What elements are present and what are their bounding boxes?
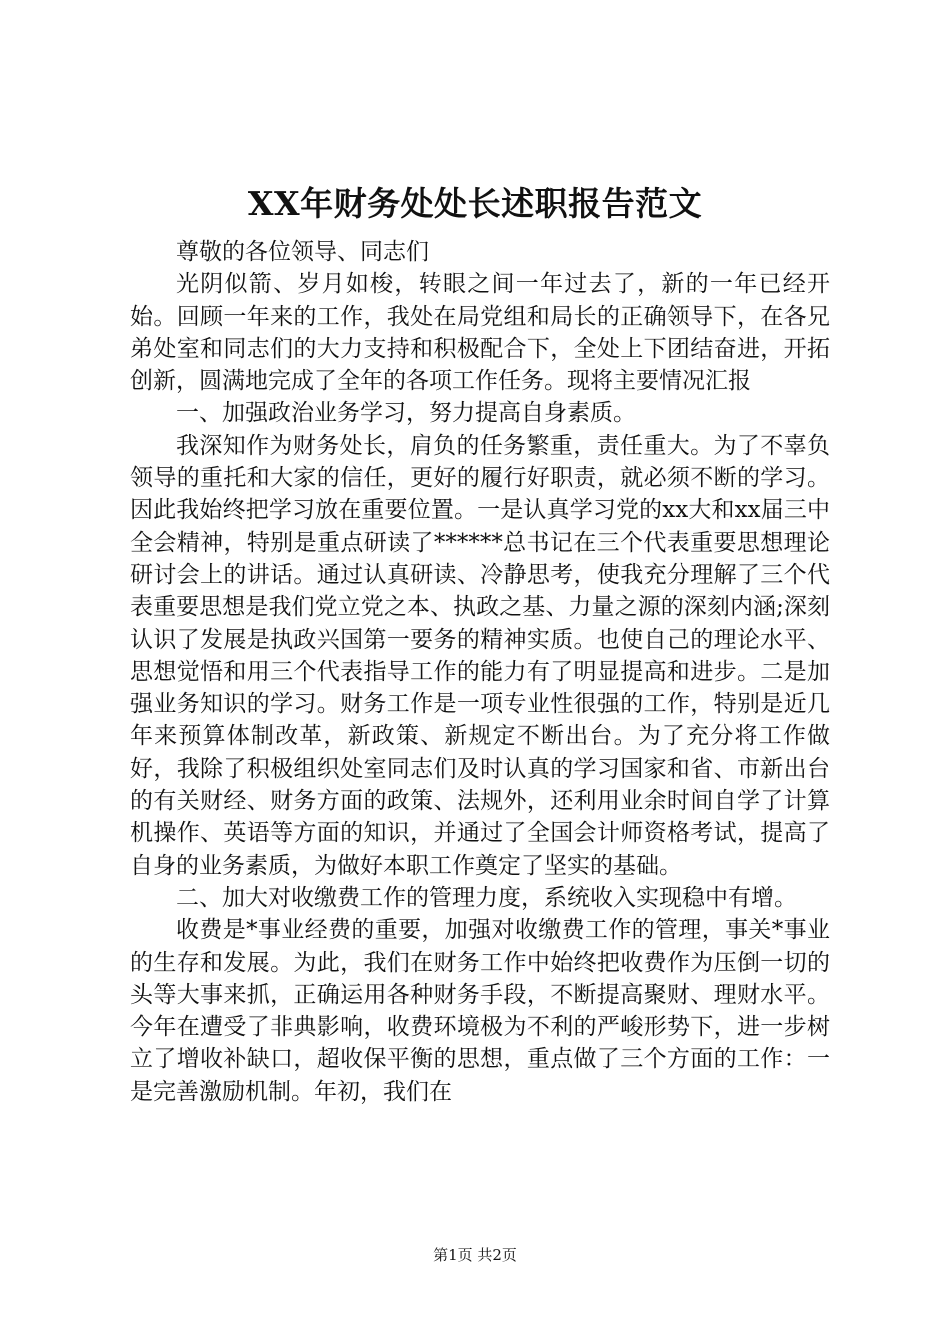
section-2-paragraph: 收费是*事业经费的重要，加强对收缴费工作的管理，事关*事业的生存和发展。为此，我们在财务工作中始终把收费作为压倒一切的头等大事来抓，正确运用各种财务手段，不断提高聚财、理财水平。今年在遭受了非典影响，收费环境极为不利的严峻形势下，进一步树立了增收补缺口，超收保平衡的思想，重点做了三个方面的工作：一是完善激励机制。年初，我们在	[130, 917, 830, 1105]
document-body	[130, 236, 830, 1108]
intro-paragraph: 光阴似箭、岁月如梭，转眼之间一年过去了，新的一年已经开始。回顾一年来的工作，我处在局党组和局长的正确领导下，在各兄弟处室和同志们的大力支持和积极配合下，全处上下团结奋进，开拓创新，圆满地完成了全年的各项工作任务。现将主要情况汇报	[130, 271, 830, 395]
section-heading-2: 二、加大对收缴费工作的管理力度，系统收入实现稳中有增。	[176, 884, 797, 911]
section-heading-1: 一、加强政治业务学习，努力提高自身素质。	[176, 400, 636, 427]
document-title: XX年财务处处长述职报告范文	[247, 184, 703, 223]
page-footer: 第1页 共2页	[433, 1246, 517, 1264]
salutation: 尊敬的各位领导、同志们	[176, 239, 429, 265]
section-1-paragraph: 我深知作为财务处长，肩负的任务繁重，责任重大。为了不辜负领导的重托和大家的信任，更好的履行好职责，就必须不断的学习。因此我始终把学习放在重要位置。一是认真学习党的xx大和xx届三中全会精神，特别是重点研读了******总书记在三个代表重要思想理论研讨会上的讲话。通过认真研读、冷静思考，使我充分理解了三个代表重要思想是我们党立党之本、执政之基、力量之源的深刻内涵;深刻认识了发展是执政兴国第一要务的精神实质。也使自己的理论水平、思想觉悟和用三个代表指导工作的能力有了明显提高和进步。二是加强业务知识的学习。财务工作是一项专业性很强的工作，特别是近几年来预算体制改革，新政策、新规定不断出台。为了充分将工作做好，我除了积极组织处室同志们及时认真的学习国家和省、市新出台的有关财经、财务方面的政策、法规外，还利用业余时间自学了计算机操作、英语等方面的知识，并通过了全国会计师资格考试，提高了自身的业务素质，为做好本职工作奠定了坚实的基础。	[130, 432, 830, 879]
